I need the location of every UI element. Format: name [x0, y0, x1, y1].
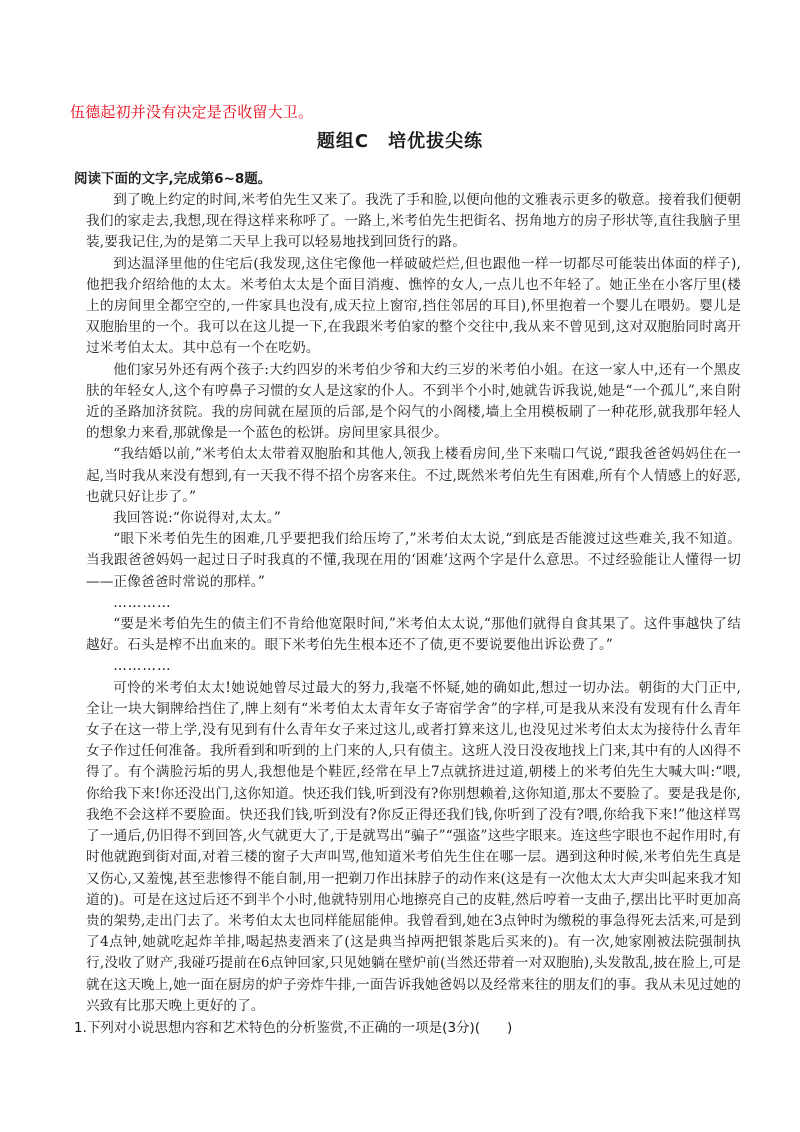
section-title: 题组C 培优拔尖练	[316, 131, 484, 152]
paragraph: “眼下米考伯先生的困难,几乎要把我们给压垮了,”米考伯太太说,“到底是否能渡过这些难关,我不知道。当我跟爸爸妈妈一起过日子时我真的不懂,我现在用的‘困难’这两个字是什么意思。不过经验能让人懂得一切——正像爸爸时常说的那样。”	[86, 531, 741, 590]
ellipsis-separator: …………	[113, 658, 172, 675]
ellipsis-separator: …………	[113, 594, 172, 611]
paragraph: 可怜的米考伯太太!她说她曾尽过最大的努力,我毫不怀疑,她的确如此,想过一切办法。朝街的大门正中,全让一块大铜牌给挡住了,牌上刻有“米考伯太太青年女子寄宿学舍”的字样,可是我从来没有发现有什么青年女子在这一带上学,没有见到有什么青年女子来过这儿,或者打算来这儿,也没见过米考伯太太为接待什么青年女子作过任何准备。我所看到和听到的上门来的人,只有债主。这班人没日没夜地找上门来,其中有的人凶得不得了。有个满脸污垢的男人,我想他是个鞋匠,经常在早上7点就挤进过道,朝楼上的米考伯先生大喊大叫:“喂,你给我下来!你还没出门,这你知道。快还我们钱,听到没有?你别想赖着,这你知道,那太不要脸了。要是我是你,我绝不会这样不要脸面。快还我们钱,听到没有?你反正得还我们钱,你听到了没有?喂,你给我下来!”他这样骂了一通后,仍旧得不到回答,火气就更大了,于是就骂出“骗子”“强盗”这些字眼来。连这些字眼也不起作用时,有时他就跑到街对面,对着三楼的窗子大声叫骂,他知道米考伯先生住在哪一层。遇到这种时候,米考伯先生真是又伤心,又羞愧,甚至悲惨得不能自制,用一把剃刀作出抹脖子的动作来(这是有一次他太太大声尖叫起来我才知道的)。可是在这过后还不到半个小时,他就特别用心地擦亮自己的皮鞋,然后哼着一支曲子,摆出比平时更加高贵的架势,走出门去了。米考伯太太也同样能屈能伸。我曾看到,她在3点钟时为缴税的事急得死去活来,可是到了4点钟,她就吃起炸羊排,喝起热麦酒来了(这是典当掉两把银茶匙后买来的)。有一次,她家刚被法院强制执行,没收了财产,我碰巧提前在6点钟回家,只见她躺在壁炉前(当然还带着一对双胞胎),头发散乱,披在脸上,可是就在这天晚上,她一面在厨房的炉子旁炸牛排,一面告诉我她爸妈以及经常来往的朋友们的事。我从未见过她的兴致有比那天晚上更好的了。	[86, 679, 741, 1014]
paragraph: 我回答说:“你说得对,太太。”	[113, 510, 281, 527]
paragraph: “要是米考伯先生的债主们不肯给他宽限时间,”米考伯太太说,“那他们就得自食其果了。这件事越快了结越好。石头是榨不出血来的。眼下米考伯先生根本还不了债,更不要说要他出诉讼费了。”	[86, 616, 741, 654]
paragraph: “我结婚以前,”米考伯太太带着双胞胎和其他人,领我上楼看房间,坐下来喘口气说,“跟我爸爸妈妈住在一起,当时我从来没有想到,有一天我不得不招个房客来住。不过,既然米考伯先生有困难,所有个人情感上的好恶,也就只好让步了。”	[86, 446, 741, 505]
paragraph: 到了晚上约定的时间,米考伯先生又来了。我洗了手和脸,以便向他的文雅表示更多的敬意。接着我们便朝我们的家走去,我想,现在得这样来称呼了。一路上,米考伯先生把街名、拐角地方的房子形状等,直往我脑子里装,要我记住,为的是第二天早上我可以轻易地找到回货行的路。	[86, 192, 741, 251]
paragraph: 到达温泽里他的住宅后(我发现,这住宅像他一样破破烂烂,但也跟他一样一切都尽可能装出体面的样子),他把我介绍给他的太太。米考伯太太是个面目消瘦、憔悴的女人,一点儿也不年轻了。她正坐在小客厅里(楼上的房间里全都空空的,一件家具也没有,成天拉上窗帘,挡住邻居的耳目),怀里抱着一个婴儿在喂奶。婴儿是双胞胎里的一个。我可以在这儿提一下,在我跟米考伯家的整个交往中,我从来不曾见到,这对双胞胎同时离开过米考伯太太。其中总有一个在吃奶。	[86, 255, 741, 357]
paragraph: 他们家另外还有两个孩子:大约四岁的米考伯少爷和大约三岁的米考伯小姐。在这一家人中,还有一个黑皮肤的年轻女人,这个有哼鼻子习惯的女人是这家的仆人。不到半个小时,她就告诉我说,她是“一个孤儿”,来自附近的圣路加济贫院。我的房间就在屋顶的后部,是个闷气的小阁楼,墙上全用模板刷了一种花形,就我那年轻人的想象力来看,那就像是一个蓝色的松饼。房间里家具很少。	[86, 361, 741, 442]
reading-passage	[74, 168, 741, 1039]
question-1: 1.下列对小说思想内容和艺术特色的分析鉴赏,不正确的一项是(3分)( )	[74, 1019, 513, 1036]
reading-instruction: 阅读下面的文字,完成第6~8题。	[74, 171, 272, 187]
red-annotation: 伍德起初并没有决定是否收留大卫。	[70, 103, 314, 121]
